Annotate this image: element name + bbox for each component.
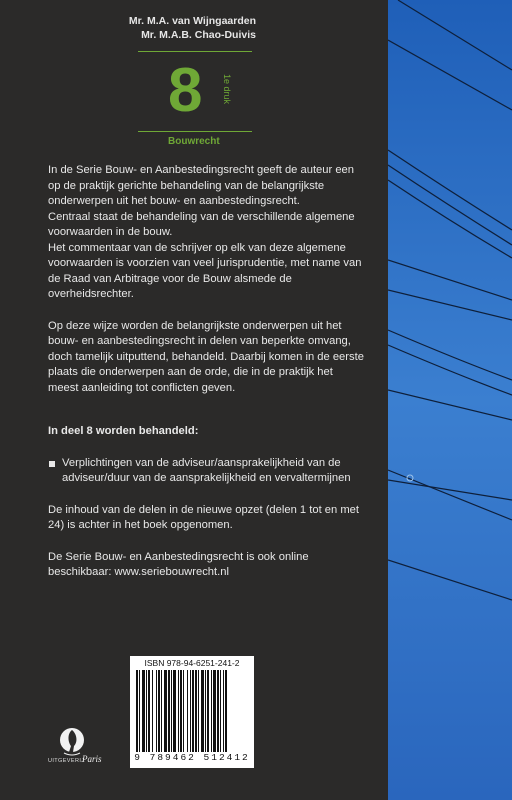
author-1: Mr. M.A. van Wijngaarden <box>128 15 256 27</box>
bullet-square-icon <box>49 461 55 467</box>
list-item-text: Verplichtingen van de adviseur/aansprakelijkheid van de adviseur/duur van de aansprakelijkheid en vervaltermijnen <box>62 456 351 484</box>
isbn-digits: 9 789462 512412 <box>134 752 250 763</box>
isbn-label: ISBN 978-94-6251-241-2 <box>144 658 240 668</box>
sky-photo <box>388 0 512 800</box>
paragraph-intro: In de Serie Bouw- en Aanbestedingsrecht geeft de auteur een op de praktijk gerichte behandeling van de belangrijkste onderwerpen uit het bouw- en aanbestedingsrecht. <box>48 164 355 207</box>
divider-bottom <box>138 131 252 132</box>
contents-heading: In deel 8 worden behandeld: <box>48 425 199 437</box>
paragraph-commentary: Het commentaar van de schrijver op elk van deze algemene voorwaarden is voorzien van veel jurisprudentie, met name van de Raad van Arbitrage voor de Bouw alsmede de overheidsrechter. <box>48 241 362 300</box>
barcode-bars <box>136 670 248 752</box>
edition-label: 1e druk <box>222 74 232 105</box>
list-item <box>48 456 366 487</box>
author-2: Mr. M.A.B. Chao-Duivis <box>141 29 256 41</box>
paragraph-approach: Op deze wijze worden de belangrijkste onderwerpen uit het bouw- en aanbestedingsrecht in delen van beperkte omvang, doch tamelijk uitputtend, behandeld. Daarbij komen in de eerste plaats die onderwerpen aan de orde, die in de praktijk het meest aanleiding tot conflicten geven. <box>48 319 364 394</box>
series-label: Bouwrecht <box>168 136 220 147</box>
barcode <box>130 656 254 768</box>
blurb <box>48 163 366 581</box>
divider-top <box>138 51 252 52</box>
publisher-city: Paris <box>82 754 102 764</box>
paragraph-central: Centraal staat de behandeling van de verschillende algemene voorwaarden in de bouw. <box>48 210 355 238</box>
paragraph-contents: De inhoud van de delen in de nieuwe opzet (delen 1 tot en met 24) is achter in het boek opgenomen. <box>48 503 359 531</box>
publisher-name: UITGEVERIJ <box>48 758 85 764</box>
volume-number: 8 <box>168 56 203 125</box>
paragraph-online: De Serie Bouw- en Aanbestedingsrecht is ook online beschikbaar: www.seriebouwrecht.nl <box>48 550 309 578</box>
authors <box>100 14 256 42</box>
